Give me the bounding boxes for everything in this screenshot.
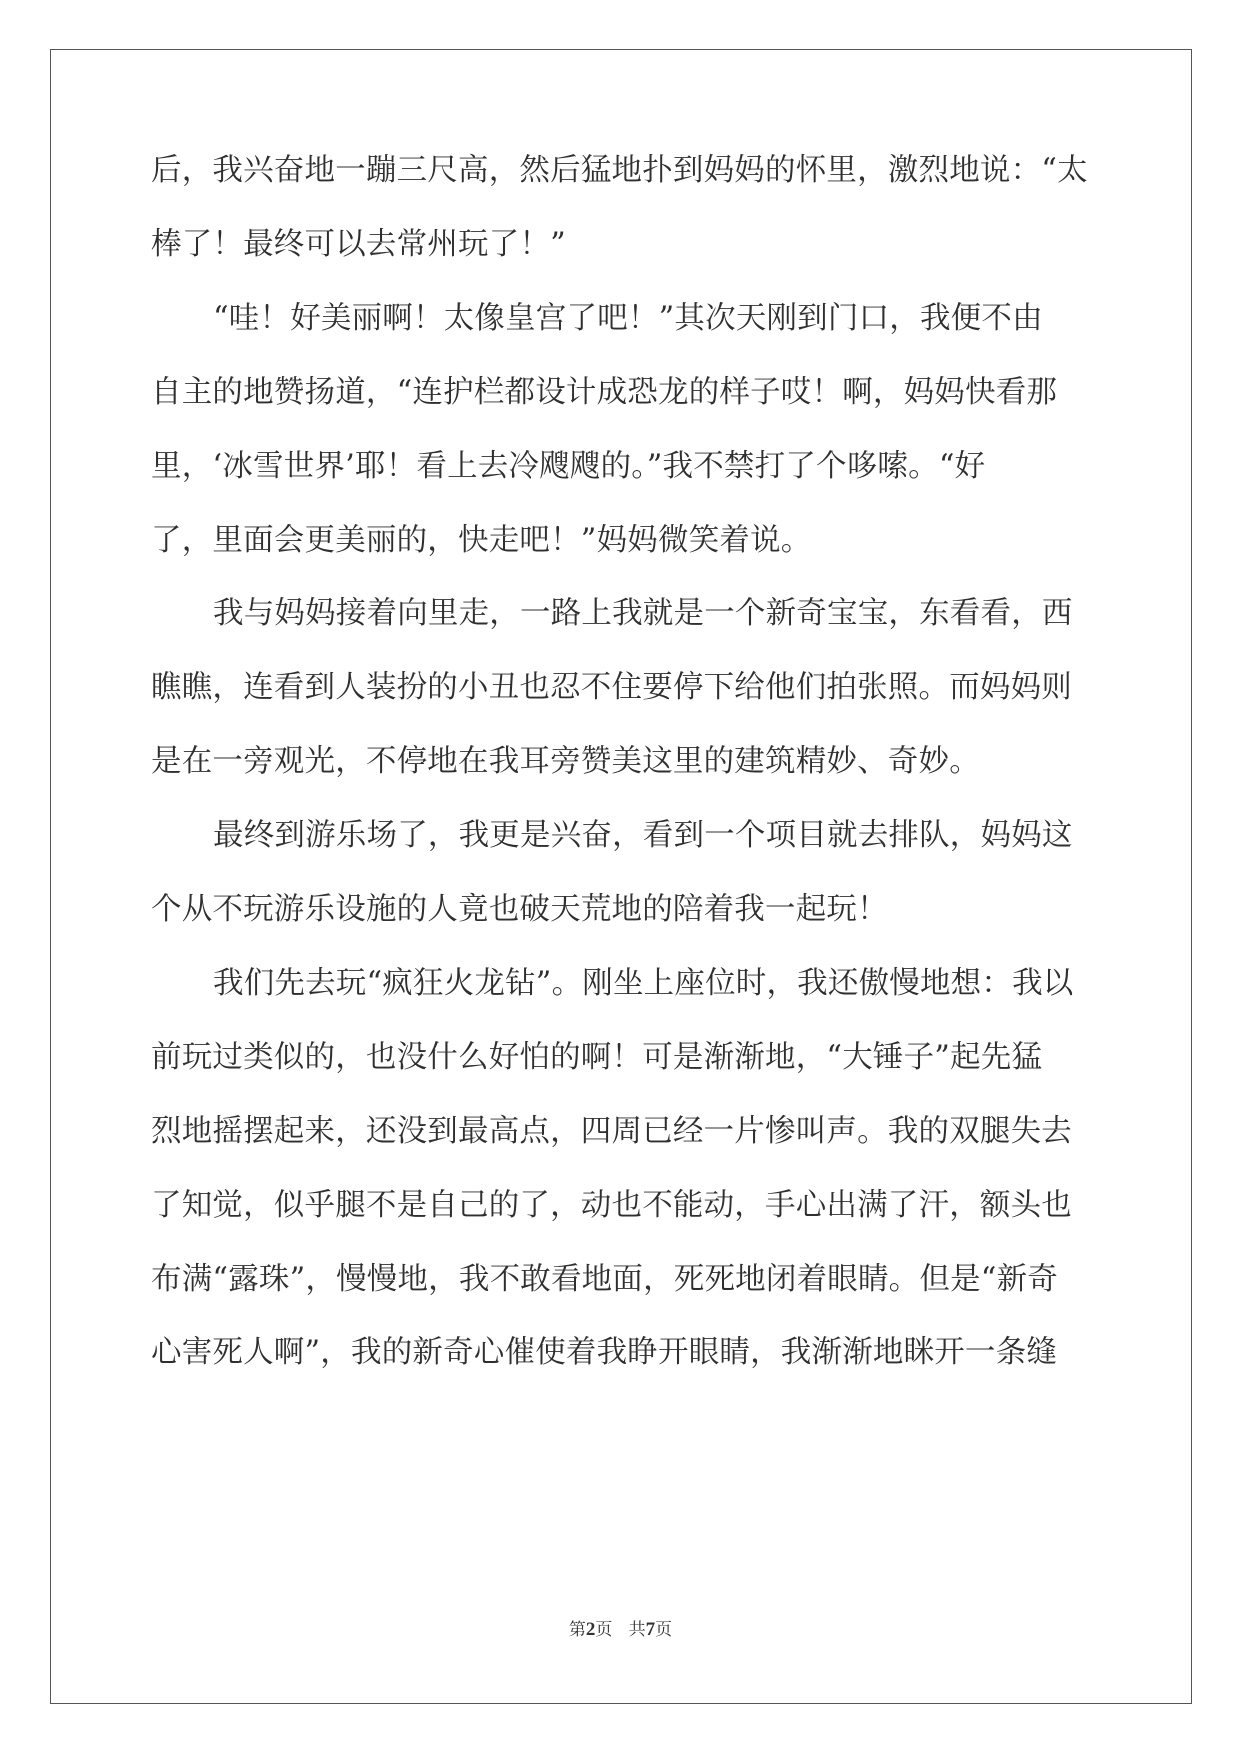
footer-page-suffix: 页 <box>595 1620 613 1640</box>
text-line: 我与妈妈接着向里走，一路上我就是一个新奇宝宝，东看看，西 <box>213 596 1073 632</box>
footer-total-suffix: 页 <box>655 1620 673 1640</box>
text-line: 个从不玩游乐设施的人竟也破天荒地的陪着我一起玩！ <box>151 892 888 927</box>
text-line: “哇！好美丽啊！太像皇宫了吧！”其次天刚到门口，我便不由 <box>213 300 1043 336</box>
current-page-number: 2 <box>585 1619 596 1640</box>
page-footer <box>0 1619 1241 1641</box>
text-line: 是在一旁观光，不停地在我耳旁赞美这里的建筑精妙、奇妙。 <box>151 744 980 780</box>
text-line: 烈地摇摆起来，还没到最高点，四周已经一片惨叫声。我的双腿失去 <box>151 1113 1072 1149</box>
text-line: 里，‘冰雪世界’耶！看上去冷飕飕的。”我不禁打了个哆嗦。“好 <box>151 448 986 484</box>
text-line: 后，我兴奋地一蹦三尺高，然后猛地扑到妈妈的怀里，激烈地说：“太 <box>151 153 1088 188</box>
total-page-number: 7 <box>645 1619 656 1640</box>
footer-prefix: 第 <box>568 1620 586 1640</box>
footer-total-prefix: 共 <box>628 1620 646 1640</box>
text-line: 最终到游乐场了，我更是兴奋，看到一个项目就去排队，妈妈这 <box>213 818 1073 854</box>
text-line: 了，里面会更美丽的，快走吧！”妈妈微笑着说。 <box>151 522 812 558</box>
text-line: 棒了！最终可以去常州玩了！” <box>151 226 566 262</box>
text-line: 自主的地赞扬道，“连护栏都设计成恐龙的样子哎！啊，妈妈快看那 <box>151 374 1058 410</box>
text-line: 布满“露珠”，慢慢地，我不敢看地面，死死地闭着眼睛。但是“新奇 <box>151 1261 1058 1297</box>
text-line: 瞧瞧，连看到人装扮的小丑也忍不住要停下给他们拍张照。而妈妈则 <box>151 670 1072 706</box>
text-line: 心害死人啊”，我的新奇心催使着我睁开眼睛，我渐渐地眯开一条缝 <box>151 1335 1058 1371</box>
text-line: 了知觉，似乎腿不是自己的了，动也不能动，手心出满了汗，额头也 <box>151 1187 1072 1223</box>
text-line: 我们先去玩“疯狂火龙钻”。刚坐上座位时，我还傲慢地想：我以 <box>213 965 1074 1001</box>
text-line: 前玩过类似的，也没什么好怕的啊！可是渐渐地，“大锤子”起先猛 <box>151 1039 1043 1075</box>
